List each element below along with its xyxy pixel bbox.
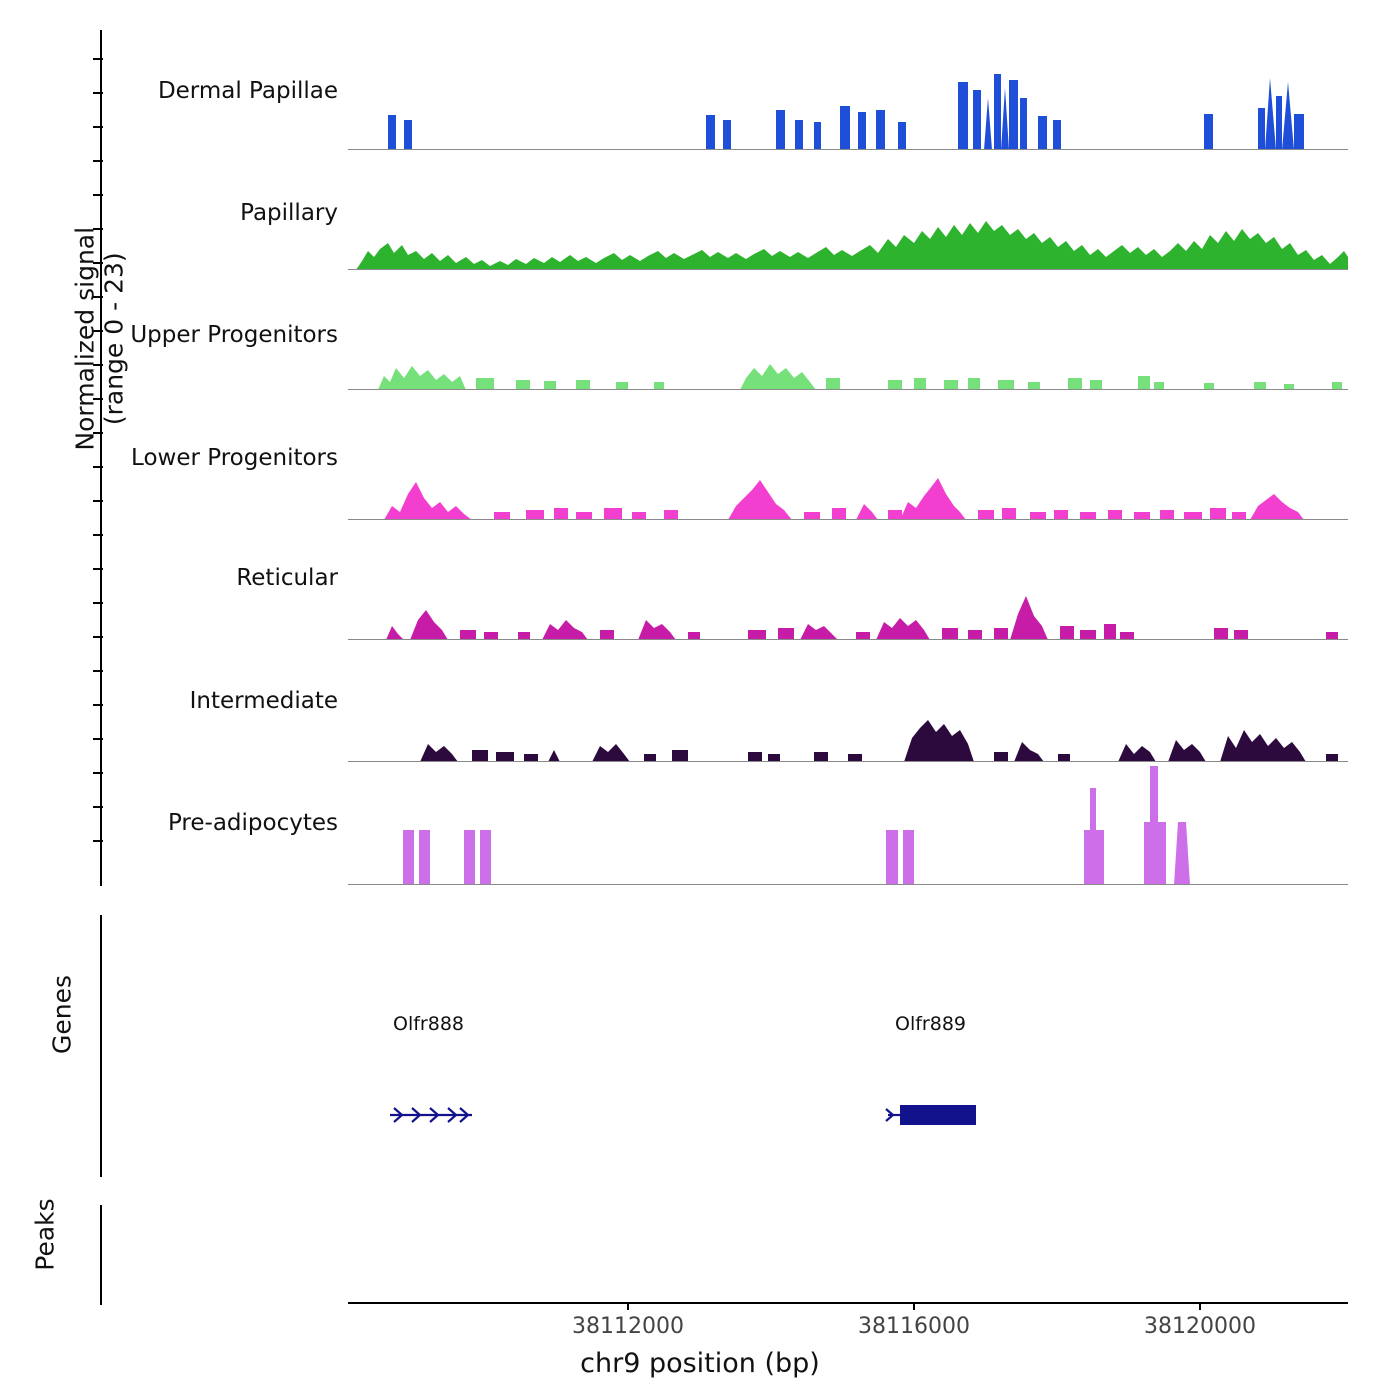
y-tick bbox=[93, 92, 103, 94]
y-tick bbox=[93, 636, 103, 638]
track-label-pre-adipocytes: Pre-adipocytes bbox=[167, 810, 338, 836]
y-tick bbox=[93, 568, 103, 570]
x-tick-label-2: 38116000 bbox=[858, 1314, 970, 1339]
y-tick bbox=[93, 670, 103, 672]
track-signal-lower-progenitors bbox=[348, 420, 1348, 520]
track-label-upper-progenitors: Upper Progenitors bbox=[130, 322, 338, 348]
x-tick bbox=[1199, 1302, 1201, 1310]
track-pre-adipocytes bbox=[348, 760, 1348, 885]
x-tick-label-3: 38120000 bbox=[1144, 1314, 1256, 1339]
genes-track bbox=[348, 1085, 1348, 1145]
y-tick bbox=[93, 704, 103, 706]
track-label-lower-progenitors: Lower Progenitors bbox=[131, 445, 338, 471]
y-axis-title-line2: (range 0 - 23) bbox=[99, 252, 128, 426]
y-tick bbox=[93, 58, 103, 60]
y-tick bbox=[93, 738, 103, 740]
gene-model-olfr889 bbox=[886, 1105, 976, 1125]
gene-label-olfr888: Olfr888 bbox=[393, 1013, 464, 1035]
y-axis-title-peaks: Peaks bbox=[30, 1198, 60, 1271]
track-reticular bbox=[348, 540, 1348, 640]
track-label-dermal-papillae: Dermal Papillae bbox=[157, 78, 338, 104]
gene-label-olfr889: Olfr889 bbox=[895, 1013, 966, 1035]
track-signal-papillary bbox=[348, 165, 1348, 270]
x-tick bbox=[627, 1302, 629, 1310]
x-tick-label-1: 38112000 bbox=[572, 1314, 684, 1339]
track-signal-pre-adipocytes bbox=[348, 760, 1348, 885]
y-tick bbox=[93, 806, 103, 808]
x-axis-title: chr9 position (bp) bbox=[580, 1348, 820, 1379]
track-lower-progenitors bbox=[348, 420, 1348, 520]
genes-axis-spine bbox=[100, 915, 102, 1177]
y-axis-title-line1: Normalized signal bbox=[70, 226, 100, 451]
track-signal-reticular bbox=[348, 540, 1348, 640]
y-tick bbox=[93, 840, 103, 842]
track-signal-intermediate bbox=[348, 662, 1348, 762]
y-axis-title-signal bbox=[71, 129, 129, 549]
gene-model-olfr888 bbox=[390, 1108, 472, 1122]
track-dermal-papillae bbox=[348, 40, 1348, 150]
y-tick bbox=[93, 126, 103, 128]
track-signal-upper-progenitors bbox=[348, 290, 1348, 390]
track-label-papillary: Papillary bbox=[240, 200, 338, 226]
peaks-axis-spine bbox=[100, 1205, 102, 1305]
track-label-reticular: Reticular bbox=[236, 565, 338, 591]
x-axis-line bbox=[348, 1302, 1348, 1304]
track-intermediate bbox=[348, 662, 1348, 762]
y-axis-title-genes: Genes bbox=[47, 975, 77, 1055]
x-tick bbox=[913, 1302, 915, 1310]
track-signal-dermal-papillae bbox=[348, 40, 1348, 150]
track-upper-progenitors bbox=[348, 290, 1348, 390]
track-label-intermediate: Intermediate bbox=[189, 688, 338, 714]
y-tick bbox=[93, 602, 103, 604]
y-tick bbox=[93, 772, 103, 774]
track-papillary bbox=[348, 165, 1348, 270]
